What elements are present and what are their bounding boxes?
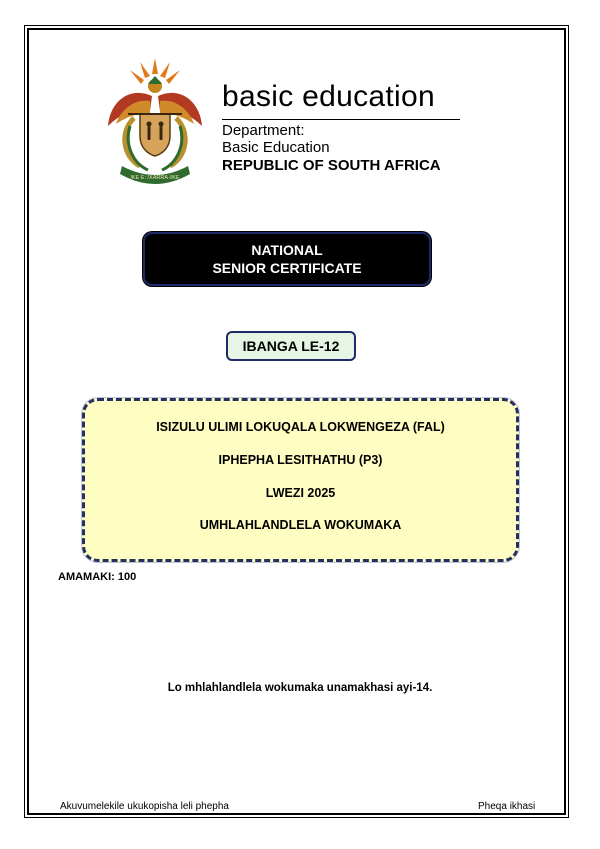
paper-number: IPHEPHA LESITHATHU (P3)	[218, 453, 383, 467]
motto-text: !KE E: /XARRA //KE	[130, 175, 180, 181]
paper-info-box	[82, 398, 519, 562]
document-type: UMHLAHLANDLELA WOKUMAKA	[199, 518, 402, 532]
department-name: Basic Education	[222, 139, 330, 156]
exam-date: LWEZI 2025	[265, 486, 336, 500]
brand-divider	[222, 119, 460, 120]
copyright-notice: Akuvumelekile ukukopisha leli phepha	[60, 801, 229, 812]
brand-title: basic education	[222, 80, 435, 113]
department-label: Department:	[222, 122, 305, 139]
subject-title: ISIZULU ULIMI LOKUQALA LOKWENGEZA (FAL)	[156, 420, 445, 434]
certificate-banner	[143, 232, 431, 286]
page-count-note: Lo mhlahlandlela wokumaka unamakhasi ayi-14.	[167, 682, 433, 694]
coat-of-arms-logo	[100, 56, 210, 186]
country-name: REPUBLIC OF SOUTH AFRICA	[222, 157, 441, 174]
certificate-line-2: SENIOR CERTIFICATE	[212, 260, 362, 276]
turn-page-note: Pheqa ikhasi	[478, 801, 536, 812]
grade-badge: IBANGA LE-12	[226, 331, 356, 361]
certificate-line-1: NATIONAL	[251, 242, 323, 258]
total-marks: AMAMAKI: 100	[58, 571, 137, 583]
